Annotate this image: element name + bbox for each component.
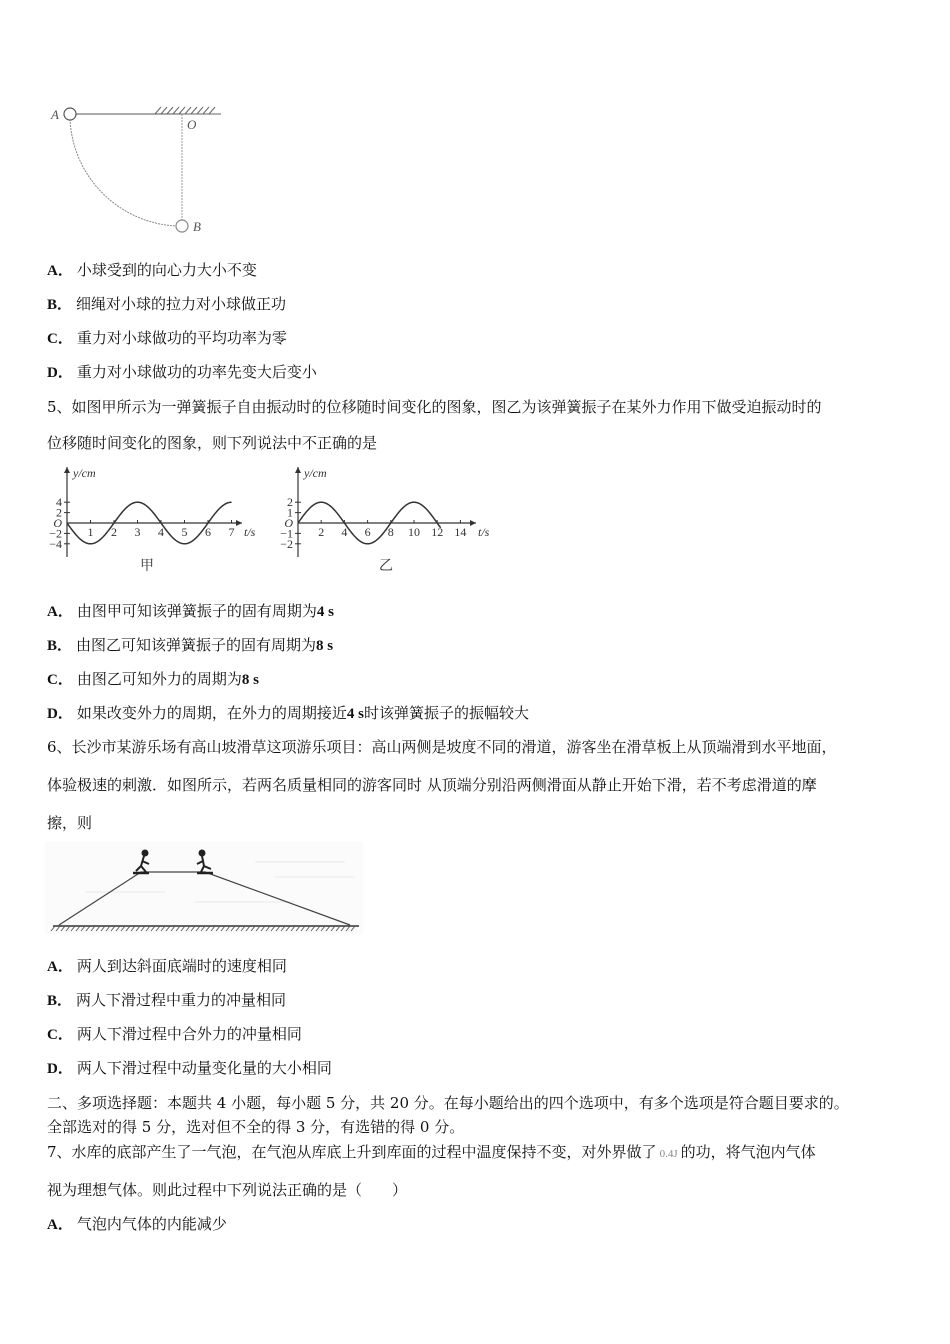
q4-option-a: A． 小球受到的向心力大小不变 <box>47 261 257 279</box>
y-tick-label: 4 <box>56 495 62 510</box>
slope-figure <box>45 842 363 934</box>
x-tick-label: 12 <box>431 525 444 539</box>
q4-option-b: B． 细绳对小球的拉力对小球做正功 <box>47 295 287 313</box>
ceiling-hatch <box>153 107 221 114</box>
x-tick-label: 6 <box>364 525 371 539</box>
y-axis-label: y/cm <box>304 466 327 480</box>
y-axis-arrow <box>64 467 70 473</box>
pendulum-figure <box>45 100 225 240</box>
x-tick-label: 4 <box>341 525 348 539</box>
graph-jia <box>44 462 269 580</box>
label-o: O <box>187 117 197 132</box>
q6-stem-line2: 体验极速的刺激．如图所示，若两名质量相同的游客同时 从顶端分别沿两侧滑面从静止开始下滑，若不考虑滑道的摩 <box>47 776 817 794</box>
q6-stem-line3: 擦，则 <box>47 814 93 832</box>
q5-option-b: B． 由图乙可知该弹簧振子的固有周期为8 s <box>47 636 334 654</box>
q5-option-d: D． 如果改变外力的周期，在外力的周期接近4 s时该弹簧振子的振幅较大 <box>47 704 529 722</box>
q4-option-d: D． 重力对小球做功的功率先变大后变小 <box>47 363 317 381</box>
y-tick-label: −4 <box>49 536 62 551</box>
q5-stem-line1: 5、如图甲所示为一弹簧振子自由振动时的位移随时间变化的图象，图乙为该弹簧振子在某外力作用下做受迫振动时的 <box>47 398 822 416</box>
q7-stem-line2: 视为理想气体。则此过程中下列说法正确的是（ ） <box>47 1181 408 1199</box>
graph-caption: 乙 <box>379 559 393 574</box>
section2-line2: 全部选对的得 5 分，选对但不全的得 3 分，有选错的得 0 分。 <box>47 1118 465 1136</box>
swing-arc <box>70 119 176 226</box>
x-tick-label: 5 <box>181 525 188 539</box>
y-tick-label: −1 <box>280 526 293 541</box>
x-tick-label: 1 <box>87 525 94 539</box>
q5-stem-line2: 位移随时间变化的图象，则下列说法中不正确的是 <box>47 434 378 452</box>
q7-work-value: 0.4J <box>659 1148 678 1160</box>
x-tick-label: 2 <box>111 525 117 539</box>
label-b: B <box>193 219 201 234</box>
ball-a <box>64 108 76 120</box>
q7-stem-line1: 7、水库的底部产生了一气泡，在气泡从库底上升到库面的过程中温度保持不变，对外界做了 0.4J 的功，将气泡内气体 <box>47 1143 816 1161</box>
x-axis-label: t/s <box>478 525 490 539</box>
q7-option-a: A． 气泡内气体的内能减少 <box>47 1215 227 1233</box>
label-a: A <box>51 107 59 122</box>
x-tick-label: 2 <box>318 525 325 539</box>
y-axis-label: y/cm <box>73 466 96 480</box>
y-tick-label: O <box>53 516 62 530</box>
x-tick-label: 8 <box>387 525 394 539</box>
y-tick-label: 2 <box>287 495 293 510</box>
section2-line1: 二、多项选择题：本题共 4 小题，每小题 5 分，共 20 分。在每小题给出的四个选项中，有多个选项是符合题目要求的。 <box>47 1094 849 1112</box>
y-tick-label: 2 <box>56 505 62 520</box>
x-tick-label: 14 <box>454 525 467 539</box>
x-tick-label: 10 <box>408 525 420 539</box>
q6-option-a: A． 两人到达斜面底端时的速度相同 <box>47 957 287 975</box>
graph-caption: 甲 <box>140 559 154 574</box>
y-tick-label: −2 <box>280 536 293 551</box>
y-axis-arrow <box>295 467 301 473</box>
ball-b <box>176 220 188 232</box>
x-tick-label: 6 <box>205 525 211 539</box>
q6-stem-line1: 6、长沙市某游乐场有高山坡滑草这项游乐项目：高山两侧是坡度不同的滑道，游客坐在滑草板上从顶端滑到水平地面， <box>47 738 837 756</box>
q6-option-c: C． 两人下滑过程中合外力的冲量相同 <box>47 1025 302 1043</box>
x-tick-label: 4 <box>158 525 164 539</box>
x-axis-label: t/s <box>244 525 256 539</box>
x-tick-label: 3 <box>134 525 141 539</box>
q6-option-d: D． 两人下滑过程中动量变化量的大小相同 <box>47 1059 332 1077</box>
graph-yi <box>276 462 498 580</box>
q5-option-a: A． 由图甲可知该弹簧振子的固有周期为4 s <box>47 602 334 620</box>
q4-option-c: C． 重力对小球做功的平均功率为零 <box>47 329 287 347</box>
y-tick-label: −2 <box>49 526 62 541</box>
x-axis-arrow <box>470 520 476 526</box>
y-tick-label: O <box>284 516 293 530</box>
q5-option-c: C． 由图乙可知外力的周期为8 s <box>47 670 259 688</box>
q6-option-b: B． 两人下滑过程中重力的冲量相同 <box>47 991 287 1009</box>
y-tick-label: 1 <box>287 505 293 520</box>
x-axis-arrow <box>236 520 242 526</box>
x-tick-label: 7 <box>228 525 235 539</box>
